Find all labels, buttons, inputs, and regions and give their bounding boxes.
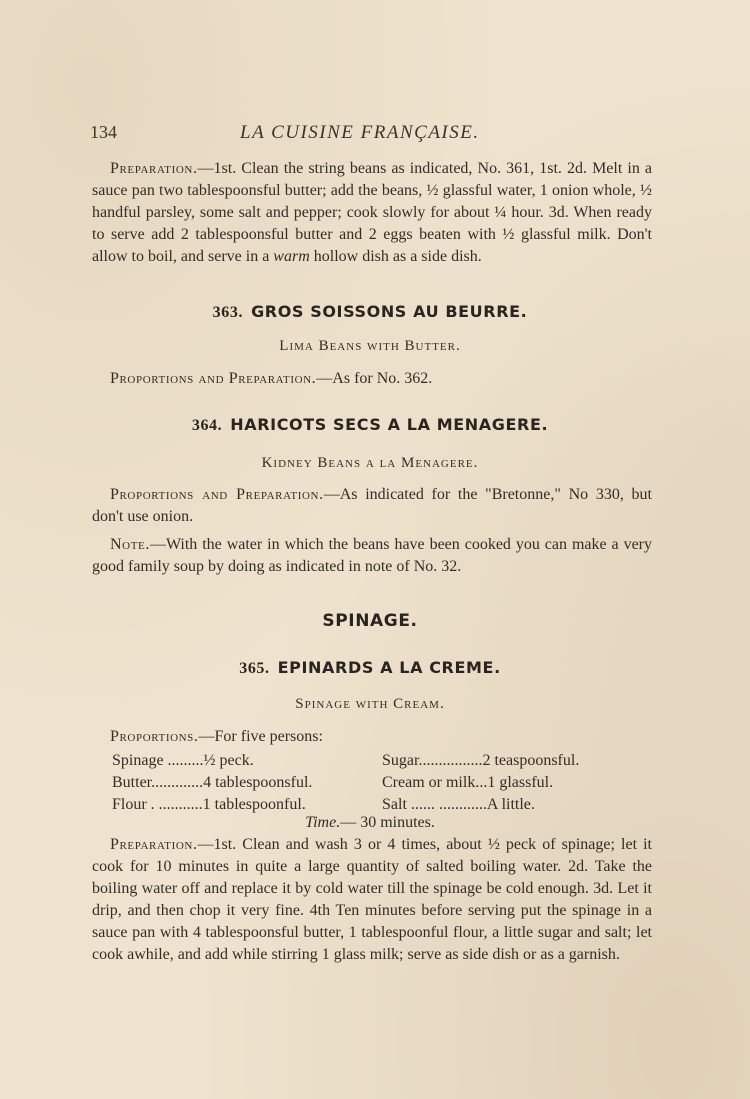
- recipe-364-subtitle: Kidney Beans a la Menagere.: [261, 455, 479, 471]
- recipe-363-body: [92, 368, 652, 390]
- recipe-365-body: [92, 834, 652, 966]
- note-label: Note.: [110, 536, 150, 553]
- recipe-364-note: [92, 534, 652, 578]
- page-number: 134: [90, 122, 117, 142]
- recipe-364-text: —As indicated for the "Bretonne," No 330, but don't use onion.: [92, 486, 652, 525]
- note-text: —With the water in which the beans have been cooked you can make a very good family soup by doing as indicated in note of No. 32.: [92, 536, 652, 575]
- ingredient-row: [112, 750, 652, 772]
- preparation-text-end: hollow dish as a side dish.: [309, 248, 482, 265]
- recipe-363-label: Proportions and Preparation.: [110, 370, 317, 387]
- section-title: SPINAGE.: [322, 611, 418, 631]
- intro-preparation: [92, 158, 652, 268]
- ingredients-table: [112, 750, 652, 816]
- preparation-text: —1st. Clean the string beans as indicated, No. 361, 1st. 2d. Melt in a sauce pan two tablespoonsful butter; add the beans, ½ glassful water, 1 onion whole, ½ handful parsley, some salt and pepper; cook slowly for about ¼ hour. 3d. When ready to serve add 2 tablespoonsful butter and 2 eggs beaten with ½ glassful milk. Don't allow to boil, and serve in a: [92, 160, 652, 265]
- recipe-363-name: GROS SOISSONS AU BEURRE.: [251, 302, 528, 321]
- proportions-text: —For five persons:: [198, 728, 323, 745]
- page-header: [90, 122, 670, 146]
- ingredient-row: [112, 772, 652, 794]
- recipe-365-prep-label: Preparation.: [110, 836, 198, 853]
- ingredient-row: [112, 794, 652, 816]
- ingredient-right: Cream or milk...1 glassful.: [382, 774, 554, 791]
- recipe-365-paragraph: [92, 834, 652, 966]
- time-label: Time.: [305, 814, 341, 831]
- recipe-365-name: EPINARDS A LA CREME.: [277, 658, 501, 677]
- recipe-363-text: —As for No. 362.: [316, 370, 433, 387]
- proportions-label: Proportions.: [110, 728, 199, 745]
- intro-preparation-paragraph: [92, 158, 652, 268]
- recipe-363-paragraph: [92, 368, 652, 390]
- recipe-363-number: 363.: [212, 304, 244, 321]
- recipe-363-title: [90, 302, 650, 322]
- recipe-365-proportions: [110, 728, 323, 746]
- ingredient-right: Sugar................2 teaspoonsful.: [382, 752, 580, 769]
- recipe-365-subtitle: Spinage with Cream.: [295, 696, 445, 712]
- ingredient-right: Salt ...... ............A little.: [382, 796, 535, 813]
- recipe-365-prep-text: —1st. Clean and wash 3 or 4 times, about ½ peck of spinage; let it cook for 10 minutes in quite a large quantity of salted boiling water. 2d. Take the boiling water off and replace it by cold water till the spinage be cold enough. 3d. Let it drip, and then chop it very fine. 4th Ten minutes before serving put the spinage in a sauce pan with 4 tablespoonsful butter, 1 tablespoonful flour, a little sugar and salt; let cook awhile, and add while stirring 1 glass milk; serve as side dish or as a garnish.: [92, 836, 652, 963]
- cooking-time: [90, 814, 650, 832]
- recipe-364-number: 364.: [191, 417, 223, 434]
- recipe-365-number: 365.: [239, 660, 270, 677]
- recipe-364-name: HARICOTS SECS A LA MENAGERE.: [230, 415, 549, 434]
- preparation-emphasis: warm: [273, 248, 310, 265]
- recipe-364-label: Proportions and Preparation.: [110, 486, 324, 503]
- recipe-364-paragraph: [92, 484, 652, 528]
- recipe-363-subtitle: Lima Beans with Butter.: [279, 338, 461, 354]
- time-value: — 30 minutes.: [340, 814, 435, 831]
- recipe-364-body: [92, 484, 652, 578]
- preparation-label: Preparation.: [110, 160, 198, 177]
- recipe-364-title: [90, 415, 650, 435]
- running-title: LA CUISINE FRANÇAISE.: [240, 122, 480, 143]
- ingredient-left: Spinage .........½ peck.: [112, 752, 254, 769]
- recipe-365-title: [90, 658, 650, 678]
- ingredient-left: Butter.............4 tablespoonsful.: [112, 774, 313, 791]
- ingredient-left: Flour . ...........1 tablespoonful.: [112, 796, 306, 813]
